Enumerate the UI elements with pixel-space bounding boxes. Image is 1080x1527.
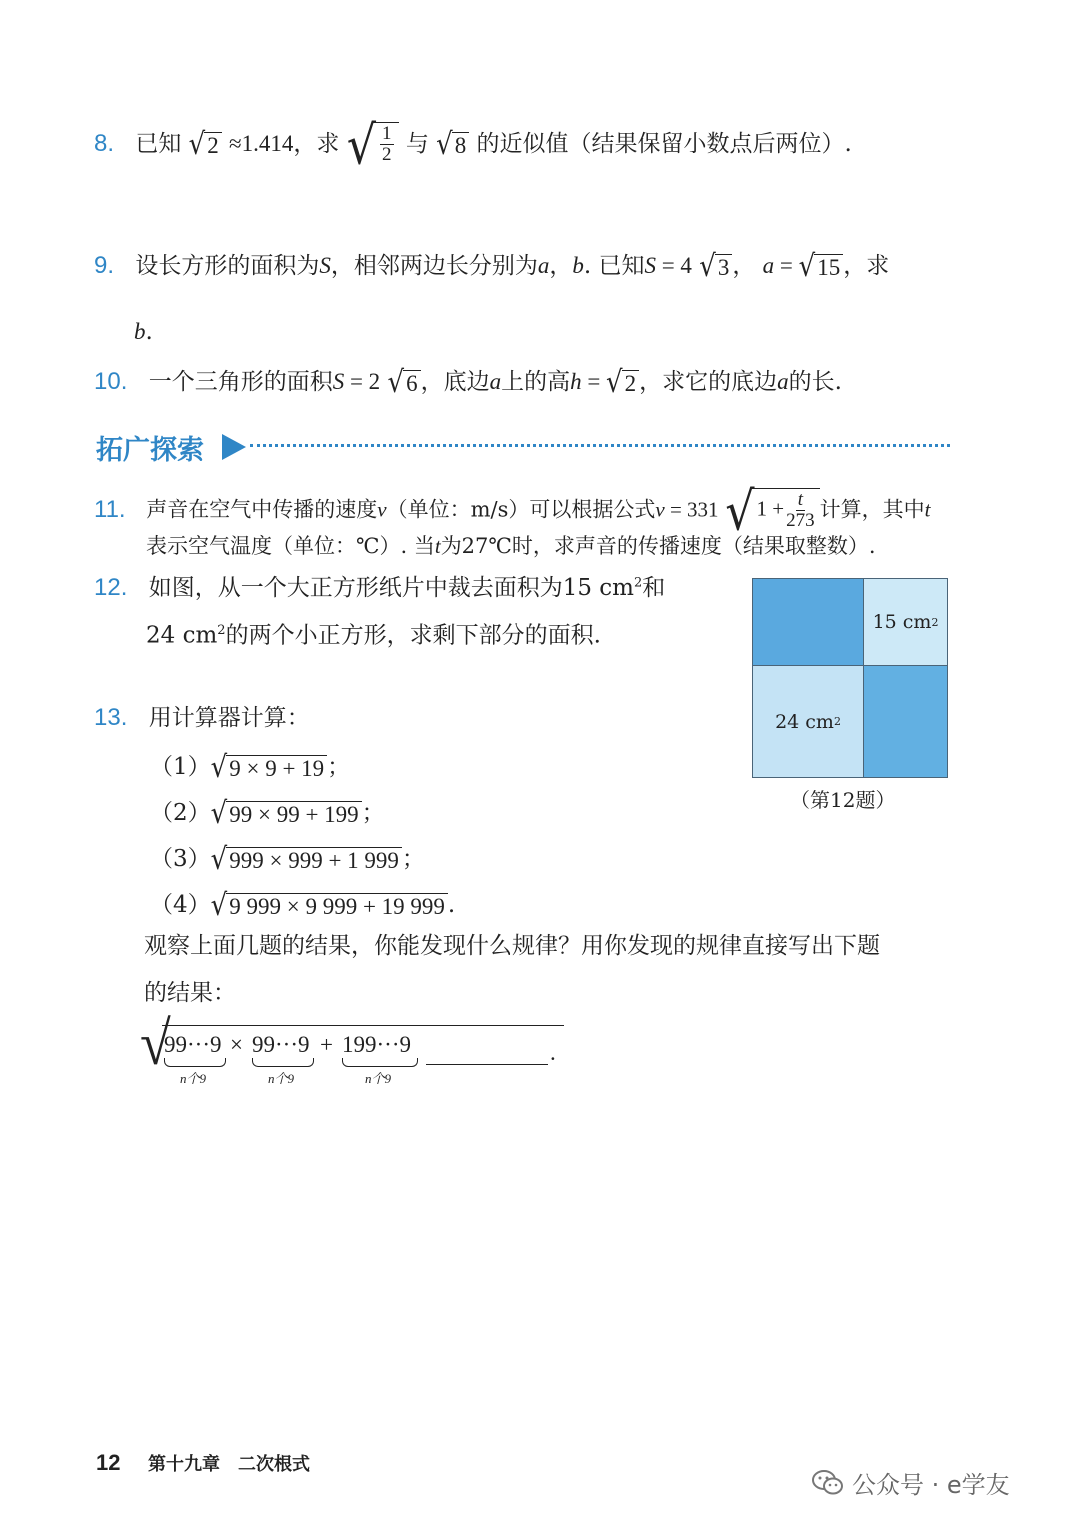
q12-line1: 如图，从一个大正方形纸片中裁去面积为15 cm [148,575,634,601]
q10-sqrt-2: √ 2 [606,370,639,396]
q11-text-3: 计算，其中 [819,497,925,522]
q10-var-h: h [570,369,582,394]
q10-eq2: = [581,369,607,394]
q12-number: 12. [94,574,128,601]
q13-item-4-label: （4） [150,892,211,918]
q9-number: 9. [94,252,115,279]
q8-text-1: 已知 [135,131,182,157]
question-8 [94,113,852,177]
figure-sup-24: 2 [833,715,841,728]
q11-line2-a: 表示空气温度（单位：℃）. 当 [146,534,435,558]
q13-item-2 [150,796,385,832]
q9-period: . [145,319,153,345]
q9-var-b: b [572,253,584,278]
q9-text-4: ，求 [843,253,890,279]
q9-sqrt-15: √ 15 [799,254,844,280]
question-9-line-2 [134,320,153,344]
q10-number: 10. [94,368,128,395]
q13-observe-2: 的结果： [144,980,236,1006]
figure-label-15: 15 cm [872,611,932,633]
q11-text-2: （单位：m/s）可以根据公式 [386,497,656,522]
section-title: 拓广探索 [96,435,204,466]
q9-var-s2: S [644,253,656,278]
q13-observe-1: 观察上面几题的结果，你能发现什么规律？用你发现的规律直接写出下题 [144,933,880,959]
q13-item-2-sqrt: √ 99 × 99 + 199 [211,801,362,827]
q10-sqrt-6: √ 6 [387,370,420,396]
q9-text-1: 设长方形的面积为 [135,253,320,279]
page-number: 12 [96,1450,121,1475]
figure-remaining-bottom-right [864,666,947,777]
question-12 [94,576,665,600]
q13-item-1-label: （1） [150,754,211,780]
question-12-line-2 [146,624,601,648]
question-10 [94,365,842,401]
q13-item-3-end: ； [401,846,425,872]
q13-final-expression [140,1009,560,1086]
final-term-c: 199···9 [342,1032,411,1057]
q9-comma: ， [549,253,573,279]
q12-line1b: 和 [642,575,666,601]
q12-line2b: 的两个小正方形，求剩下部分的面积. [225,622,601,649]
figure-caption: （第12题） [790,788,896,812]
q9-eq1: = 4 [655,253,692,278]
q8-text-3: 与 [405,131,429,157]
wechat-icon [812,1469,844,1497]
q13-item-3-sqrt: √ 999 × 999 + 1 999 [211,847,402,873]
q10-text-5: 的长. [788,369,842,395]
q10-var-a: a [489,369,502,394]
watermark [812,1465,1010,1500]
brace-b [252,1058,314,1067]
q13-item-2-end: ； [361,800,385,826]
q13-number: 13. [94,704,128,731]
q13-item-4-end: . [447,892,456,918]
q13-item-1-end: ； [327,754,351,780]
q13-item-4-sqrt: √ 9 999 × 9 999 + 19 999 [211,893,448,919]
q10-text-2: ，底边 [420,369,490,395]
question-11-line-2 [146,536,876,557]
q9-sqrt-3: √ 3 [699,254,732,280]
q13-item-4 [150,888,456,924]
q9-eq2: = [774,253,799,278]
q9-var-a2: a [762,253,775,278]
final-times-1: × [230,1032,243,1057]
q11-sqrt-formula: √ 1 + $\frac{t}{273}$ [725,488,819,534]
figure-label-24: 24 cm [775,710,834,733]
q11-number: 11. [94,495,126,523]
final-term-b: 99···9 [252,1032,310,1057]
q11-eq: = 331 [664,497,719,522]
final-term-a: 99···9 [164,1032,222,1057]
q13-item-3 [150,842,425,878]
q10-eq1: = 2 [344,369,381,394]
q8-text-4: 的近似值（结果保留小数点后两位）. [476,131,852,157]
q11-var-t2: t [434,534,441,558]
q8-sqrt-8: √ 8 [436,132,469,158]
watermark-text: 公众号 · e学友 [852,1471,1010,1499]
n9-label-c: n个9 [365,1071,392,1086]
answer-blank [426,1064,548,1065]
chapter-title: 第十九章 二次根式 [148,1454,310,1475]
q10-var-s: S [332,369,345,394]
q8-number: 8. [94,130,115,157]
q11-line2-b: 为27℃时，求声音的传播速度（结果取整数）. [440,534,876,558]
q10-text-1: 一个三角形的面积 [148,369,333,395]
brace-c [342,1058,418,1067]
q9-var-a: a [537,253,550,278]
figure-square-15 [864,579,947,666]
q12-sup: 2 [633,575,643,591]
section-arrow-icon [222,434,246,460]
figure-remaining-top-left [753,579,864,666]
q10-text-4: ，求它的底边 [639,369,778,395]
question-11 [94,479,931,543]
n9-label-b: n个9 [268,1071,295,1086]
q11-var-t: t [924,497,931,522]
q13-item-1-sqrt: √ 9 × 9 + 19 [211,755,328,781]
q10-var-a2: a [777,369,789,394]
q13-item-1 [150,750,351,786]
q9-var-b-line2: b [134,319,146,344]
q10-text-3: 上的高 [501,369,571,395]
q9-text-3: . 已知 [583,253,645,279]
q11-var-v: v [377,497,387,522]
figure-sup-15: 2 [931,615,939,629]
n9-label-a: n个9 [180,1071,207,1086]
question-13 [94,706,310,730]
q9-var-s: S [319,253,331,278]
q12-sup2: 2 [217,623,226,638]
final-radical-bar [162,1025,564,1026]
final-plus: + [320,1032,333,1057]
q11-text-1: 声音在空气中传播的速度 [146,497,378,522]
q13-item-3-label: （3） [150,846,211,872]
brace-a [164,1058,226,1067]
q8-approx: ≈1.414，求 [229,131,340,156]
section-divider [250,444,950,447]
final-radical-icon: √ [140,1009,171,1079]
q8-sqrt-2: √ 2 [189,132,222,158]
figure-square-24 [753,666,864,777]
q9-text-2: ，相邻两边长分别为 [330,253,538,279]
q13-title: 用计算器计算： [148,705,310,731]
q9-comma2: ， [732,253,756,279]
q12-line2a: 24 cm [146,622,218,649]
q11-var-v2: v [655,497,665,522]
question-9 [94,249,890,285]
q13-item-2-label: （2） [150,800,211,826]
final-period: . [550,1040,556,1065]
q8-sqrt-half: √ $\frac{1}{2}$ [347,122,399,168]
square-figure [752,578,948,778]
